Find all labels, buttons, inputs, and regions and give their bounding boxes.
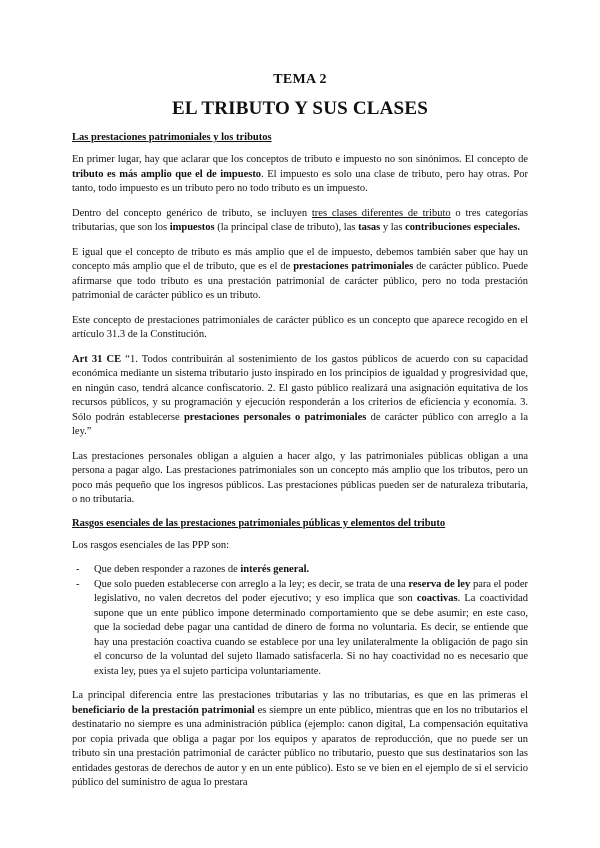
bold-text: impuestos [169,222,215,233]
rasgos-list [72,563,528,679]
text: (la principal clase de tributo), las [214,222,359,233]
bold-text: interés general. [240,564,310,575]
paragraph-prestaciones-personales: Las prestaciones personales obligan a alguien a hacer algo, y las patrimoniales públicas obligan a una persona a pagar algo. Las prestaciones patrimoniales son un concepto más amplio que los tributos, pero un poco más pequeño que los ingresos públicos. Las prestaciones públicas pueden ser de naturaleza tributaria, o no tributaria. [72,450,528,505]
paragraph-diferencia-principal [72,689,528,791]
paragraph-rasgos-intro: Los rasgos esenciales de las PPP son: [72,539,230,551]
text: es siempre un ente público, mientras que en los no tributarios el destinatario no siempre es una administración pública (ejemplo: canon digital, La compensación equitativa por copia privada que obliga a pagar por los equipos y aparatos de reproducción, que no puede ser un tributo sin una prestación patrimonial de carácter público no tributario, puesto que sus destinatarios son las entidades gestoras de derechos de autor y en un ente público). Esto se ve bien en el ejemplo de si el servicio público del suministro de agua lo prestara [72,704,528,788]
paragraph-prestaciones-patrimoniales [72,246,528,304]
text: “1. Todos contribuirán al sostenimiento de los gastos públicos de acuerdo con su capacidad económica mediante un sistema tributario justo inspirado en los principios de igualdad y progresividad que, en ningún caso, tendrá alcance confiscatorio. 2. El gasto público realizará una asignación equitativa de los recursos públicos, y su programación y ejecución responderán a los criterios de eficiencia y economía. 3. Sólo podrán establecerse [72,353,528,423]
text: para el poder legislativo, no valen decretos del poder ejecutivo; y eso implica que son [94,578,528,604]
bold-text: reserva de ley [408,578,471,590]
document-title: EL TRIBUTO Y SUS CLASES [172,98,428,119]
bold-text: prestaciones personales o patrimoniales [183,411,367,423]
text: Dentro del concepto genérico de tributo, se incluyen [72,207,312,219]
paragraph-art-31-ce [72,353,528,440]
bold-text: tasas [358,222,381,233]
tema-label: TEMA 2 [273,72,327,87]
text: . El impuesto es solo una clase de tributo, pero hay otras. Por tanto, todo impuesto es un tributo pero no todo tributo es un impuesto. [72,168,528,194]
text: Que solo pueden establecerse con arreglo a la ley; es decir, se trata de una [94,578,409,590]
bold-text: coactivas [416,593,458,604]
paragraph-clases-tributo [72,207,528,236]
text: La principal diferencia entre las prestaciones tributarias y las no tributarias, es que en las primeras el [72,690,528,701]
text: . La coactividad supone que un ente público impone determinado comportamiento que se debe asumir; en este caso, que la sociedad debe pagar una cantidad de dinero de forma no voluntaria. Es decir, se entiende que hay una prestación coactiva cuando se establece por una ley unilateralmente la obligación de pago sin el concurso de la voluntad del sujeto llamado satisfacerla. Si no hay coactividad no es necesario que exista ley, pues ya el sujeto participa voluntariamente. [94,593,528,677]
text: En primer lugar, hay que aclarar que los conceptos de tributo e impuesto no son sinónimos. El concepto de [72,154,528,165]
paragraph-tributo-impuesto [72,153,528,197]
underlined-text: tres clases diferentes de tributo [311,207,451,219]
list-item [94,578,528,680]
text: de carácter público. Puede afirmarse que todo tributo es una prestación patrimonial de carácter público, pero no toda prestación patrimonial de carácter público es un tributo. [72,261,528,301]
paragraph-articulo-31: Este concepto de prestaciones patrimoniales de carácter público es un concepto que aparece recogido en el artículo 31.3 de la Constitución. [72,314,528,340]
bold-text: contribuciones especiales. [405,222,520,233]
text: o tres categorías tributarias, que son los [72,207,528,233]
bold-text: tributo es más amplio que el de impuesto [72,168,262,180]
text: E igual que el concepto de tributo es más amplio que el de impuesto, debemos también saber que hay un concepto más amplio que el de tributo, que es el de [72,246,528,272]
bold-text: Art 31 CE [72,353,122,365]
bold-text: beneficiario de la prestación patrimonial [72,704,255,716]
text: Que deben responder a razones de [94,564,241,575]
list-item [94,563,528,578]
bold-text: prestaciones patrimoniales [293,261,414,272]
section-heading-rasgos: Rasgos esenciales de las prestaciones patrimoniales públicas y elementos del tributo [72,517,446,529]
text: y las [380,222,406,233]
section-heading-prestaciones: Las prestaciones patrimoniales y los tributos [72,132,272,143]
text: de carácter público con arreglo a la ley.” [72,411,528,437]
